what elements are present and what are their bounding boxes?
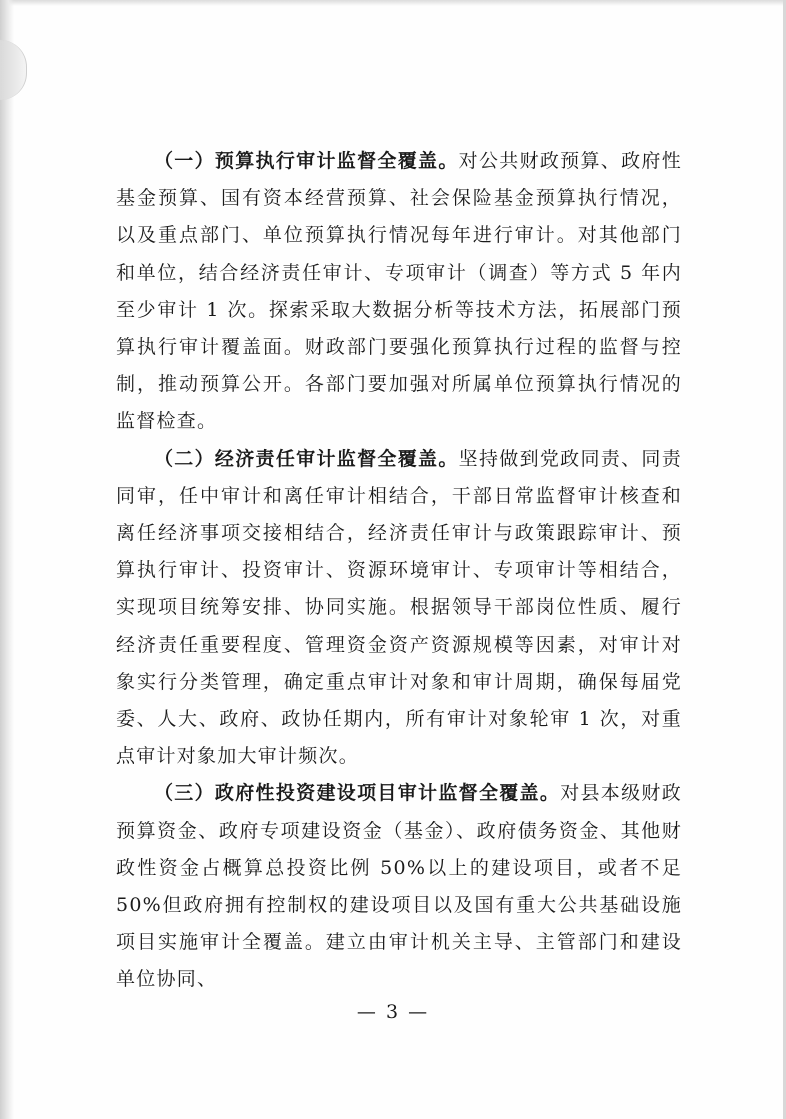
scan-edge-top xyxy=(0,0,786,6)
page-number: — 3 — xyxy=(356,1001,430,1023)
paragraph-economic-responsibility-audit xyxy=(116,441,682,776)
paragraph-budget-audit xyxy=(116,143,682,441)
paragraph-investment-project-audit xyxy=(116,775,682,998)
body-text xyxy=(116,143,682,999)
paragraph-heading: （三）政府性投资建设项目审计监督全覆盖。 xyxy=(154,782,561,805)
scan-edge-left xyxy=(0,0,14,1119)
paragraph-heading: （二）经济责任审计监督全覆盖。 xyxy=(154,447,459,470)
page-corner-curl xyxy=(0,40,27,100)
paragraph-text: 坚持做到党政同责、同责同审，任中审计和离任审计相结合，干部日常监督审计核查和离任经济事项交接相结合，经济责任审计与政策跟踪审计、预算执行审计、投资审计、资源环境审计、专项审计等相结合，实现项目统筹安排、协同实施。根据领导干部岗位性质、履行经济责任重要程度、管理资金资产资源规模等因素，对审计对象实行分类管理，确定重点审计对象和审计周期，确保每届党委、人大、政府、政协任期内，所有审计对象轮审 1 次，对重点审计对象加大审计频次。 xyxy=(116,447,682,768)
paragraph-heading: （一）预算执行审计监督全覆盖。 xyxy=(154,150,459,172)
paragraph-text: 对公共财政预算、政府性基金预算、国有资本经营预算、社会保险基金预算执行情况，以及重点部门、单位预算执行情况每年进行审计。对其他部门和单位，结合经济责任审计、专项审计（调查）等方式 5 年内至少审计 1 次。探索采取大数据分析等技术方法，拓展部门预算执行审计覆盖面。财政部门要强化预算执行过程的监督与控制，推动预算公开。各部门要加强对所属单位预算执行情况的监督检查。 xyxy=(116,150,682,433)
paragraph-text: 对县本级财政预算资金、政府专项建设资金（基金）、政府债务资金、其他财政性资金占概算总投资比例 50%以上的建设项目，或者不足 50%但政府拥有控制权的建设项目以及国有重大公共基础设施项目实施审计全覆盖。建立由审计机关主导、主管部门和建设单位协同、 xyxy=(116,782,682,991)
